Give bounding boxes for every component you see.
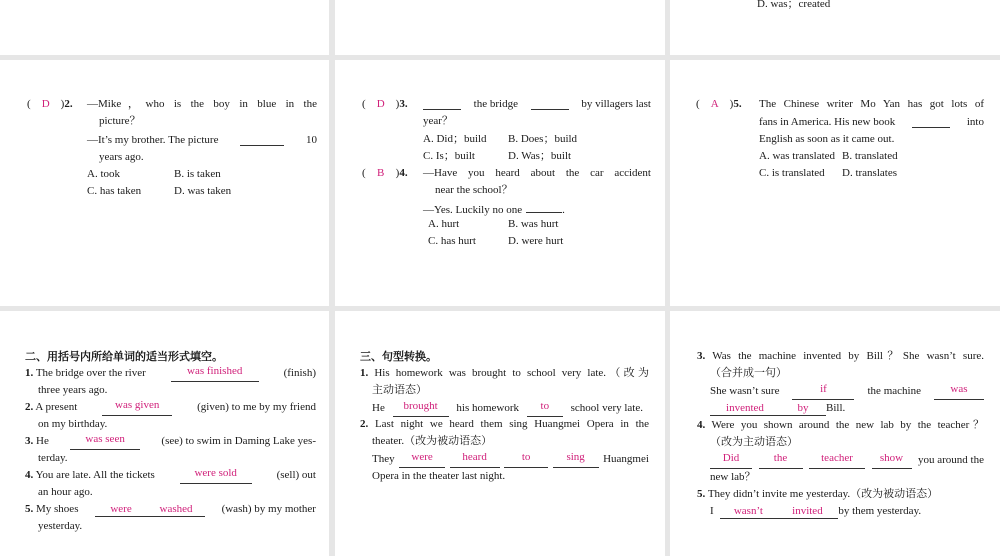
- option-d: D. Was；built: [508, 150, 572, 162]
- answer-blank[interactable]: were: [95, 503, 147, 517]
- panel-section-3: [335, 311, 665, 556]
- answer-blank[interactable]: teacher: [809, 452, 865, 469]
- question-3-line2: year？: [423, 115, 453, 127]
- item-4-line1: 4. Were you shown around the new lab by the teacher？: [697, 419, 984, 431]
- option-c: C. has taken: [87, 185, 142, 197]
- item-2-line4: Opera in the theater last night.: [372, 470, 506, 482]
- item-5: 5. My shoes were washed (wash) by my mother: [25, 503, 316, 515]
- item-5-line1: 5. They didn’t invite me yesterday.（改为被动语态）: [697, 488, 939, 500]
- answer-blank[interactable]: washed: [147, 503, 205, 517]
- question-5-line2: fans in America. His new book into: [759, 116, 984, 128]
- panel-top-right: [670, 0, 1000, 55]
- answer-blank[interactable]: to: [527, 400, 563, 417]
- answer-choice: A: [710, 98, 719, 110]
- panel-section-2: [0, 311, 329, 556]
- option-b: B. is taken: [174, 168, 221, 180]
- item-4-line4: new lab？: [710, 471, 756, 483]
- item-3-answer-line2: invented by Bill.: [710, 400, 845, 417]
- answer-blank[interactable]: invented: [710, 402, 780, 416]
- item-4-line2: （改为主动语态）: [710, 436, 798, 448]
- answer-blank[interactable]: if: [792, 383, 854, 400]
- item-2-answer-line: They were heard to sing Huangmei: [372, 451, 649, 468]
- panel-question-2: [0, 60, 329, 306]
- question-3-line1: the bridge by villagers last: [423, 96, 651, 113]
- option-b: B. translated: [842, 150, 898, 162]
- section-title: 三、句型转换。: [360, 350, 437, 363]
- option-a: A. Did；build: [423, 133, 487, 145]
- item-5-answer-line: I wasn’t invited by them yesterday.: [710, 505, 922, 517]
- answer-choice: D: [41, 98, 50, 110]
- item-4-answer-line: Did the teacher show you around the: [710, 452, 984, 469]
- answer-blank[interactable]: by: [780, 402, 826, 416]
- answer-blank[interactable]: sing: [553, 451, 599, 468]
- option-d: D. were hurt: [508, 235, 564, 247]
- item-3: 3. He was seen (see) to swim in Daming Lake yes-: [25, 433, 316, 450]
- question-3-stem: ( D )3.: [362, 96, 408, 113]
- item-4: 4. You are late. All the tickets were sold (sell) out: [25, 467, 316, 484]
- question-2-line2: picture？: [99, 115, 141, 127]
- panel-section-3-continued: [670, 311, 1000, 556]
- question-5-stem: ( A )5.: [696, 96, 742, 113]
- option-c: C. is translated: [759, 167, 825, 179]
- panel-questions-3-4: [335, 60, 665, 306]
- option-line: D. was；created: [757, 0, 831, 10]
- item-2-line2: on my birthday.: [38, 418, 108, 430]
- question-4-line3: —Yes. Luckily no one .: [423, 199, 565, 219]
- answer-blank[interactable]: [423, 96, 461, 110]
- answer-blank[interactable]: the: [759, 452, 803, 469]
- item-3-answer-line1: She wasn’t sure if the machine was: [710, 383, 984, 400]
- answer-blank[interactable]: wasn’t: [720, 505, 776, 519]
- option-b: B. was hurt: [508, 218, 559, 230]
- question-2-line4: years ago.: [99, 151, 144, 163]
- item-3-line2: （合并成一句）: [710, 367, 787, 379]
- question-2-stem: ( D )2.: [27, 96, 73, 113]
- answer-blank[interactable]: brought: [393, 400, 449, 417]
- item-3-line2: terday.: [38, 452, 68, 464]
- item-1-line1: 1. His homework was brought to school very late.（改为: [360, 367, 650, 379]
- answer-blank[interactable]: heard: [450, 451, 500, 468]
- answer-blank[interactable]: invited: [776, 505, 838, 519]
- option-a: A. was translated: [759, 150, 836, 162]
- item-4-line2: an hour ago.: [38, 486, 93, 498]
- answer-blank[interactable]: show: [872, 452, 912, 469]
- section-title: 二、用括号内所给单词的适当形式填空。: [25, 350, 223, 363]
- item-1: 1. The bridge over the river was finished (finish): [25, 365, 316, 382]
- question-5-line1: The Chinese writer Mo Yan has got lots of: [759, 98, 984, 110]
- item-5-line2: yesterday.: [38, 520, 83, 532]
- option-b: B. Does；build: [508, 133, 578, 145]
- answer-blank[interactable]: was seen: [70, 433, 140, 450]
- item-2-line1: 2. Last night we heard them sing Huangmei Opera in the: [360, 418, 650, 430]
- question-2-line1: —Mike，who is the boy in blue in the: [87, 98, 317, 110]
- answer-blank[interactable]: was given: [102, 399, 172, 416]
- answer-blank[interactable]: were sold: [180, 467, 252, 484]
- answer-blank[interactable]: to: [504, 451, 548, 468]
- answer-blank[interactable]: were: [399, 451, 445, 468]
- item-1-answer-line: He brought his homework to school very late.: [372, 400, 643, 417]
- item-3-line1: 3. Was the machine invented by Bill？She wasn’t sure.: [697, 350, 984, 362]
- option-c: C. has hurt: [428, 235, 476, 247]
- question-4-line2: near the school？: [435, 184, 513, 196]
- option-c: C. Is；built: [423, 150, 475, 162]
- question-2-line3: —It’s my brother. The picture 10: [87, 134, 317, 146]
- answer-blank[interactable]: was: [934, 383, 984, 400]
- answer-blank[interactable]: [912, 114, 950, 128]
- item-1-line2: three years ago.: [38, 384, 108, 396]
- answer-blank[interactable]: was finished: [171, 365, 259, 382]
- answer-blank[interactable]: Did: [710, 452, 752, 469]
- item-1-line2: 主动语态）: [372, 384, 427, 396]
- question-4-stem: ( B )4.: [362, 165, 408, 182]
- answer-choice: B: [377, 167, 385, 179]
- option-a: A. hurt: [428, 218, 460, 230]
- question-5-line3: English as soon as it came out.: [759, 133, 895, 145]
- item-2: 2. A present was given (given) to me by my friend: [25, 399, 316, 416]
- answer-blank[interactable]: [526, 199, 562, 213]
- item-2-line2: theater.（改为被动语态）: [372, 435, 493, 447]
- panel-question-5: [670, 60, 1000, 306]
- question-4-line1: —Have you heard about the car accident: [423, 167, 651, 179]
- option-a: A. took: [87, 168, 120, 180]
- option-d: D. translates: [842, 167, 897, 179]
- answer-choice: D: [376, 98, 385, 110]
- panel-top-left: [0, 0, 329, 55]
- panel-top-middle: [335, 0, 665, 55]
- answer-blank[interactable]: [240, 132, 284, 146]
- answer-blank[interactable]: [531, 96, 569, 110]
- option-d: D. was taken: [174, 185, 232, 197]
